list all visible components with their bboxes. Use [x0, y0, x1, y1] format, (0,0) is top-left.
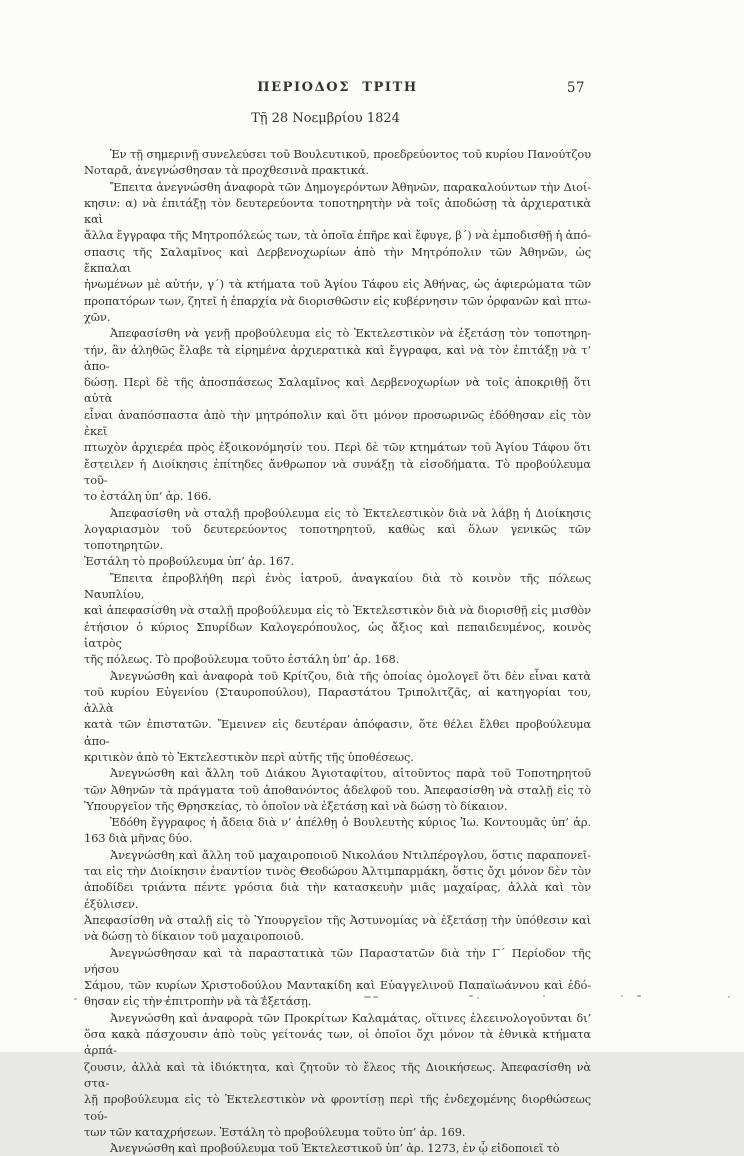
- text-line: σπασις τῆς Σαλαμῖνος καὶ Δερβενοχωρίων ἀπὸ τὴν Μητρόπολιν τῶν Ἀθηνῶν, ὡς ἔκπαλαι: [84, 244, 591, 276]
- text-line: Νοταρᾶ, ἀνεγνώσθησαν τὰ προχθεσινὰ πρακτικά.: [84, 163, 369, 178]
- scan-artifact: [373, 996, 378, 998]
- text-line: εἶναι ἀναπόσπαστα ἀπὸ τὴν μητρόπολιν καὶ ὅτι μόνον προσωρινῶς ἐδόθησαν εἰς τὸν ἐκεῖ: [84, 407, 591, 439]
- text-line: των τῶν καταχρήσεων. Ἐστάλη τὸ προβούλευμα τοῦτο ὑπ’ ἀρ. 169.: [84, 1124, 466, 1139]
- scan-artifact: [156, 1000, 160, 1002]
- session-date-heading: Τῇ 28 Νοεμβρίου 1824: [251, 111, 400, 126]
- text-line: Ἀνεγνώσθησαν καὶ τὰ παραστατικὰ τῶν Παραστατῶν διὰ τὴν Γ΄ Περίοδον τῆς νήσου: [84, 945, 591, 976]
- text-line: τῶν Ἀθηνῶν τὰ πράγματα τοῦ ἀποθανόντος ἀδελφοῦ του. Ἀπεφασίσθη νὰ σταλῇ εἰς τὸ: [84, 782, 591, 797]
- text-line: Ἐδόθη ἔγγραφος ἡ ἄδεια διὰ ν’ ἀπέλθῃ ὁ Βουλευτὴς κύριος Ἰω. Κοντουμᾶς ὑπ’ ἀρ.: [110, 815, 591, 830]
- paragraph: [84, 765, 591, 814]
- text-line: 163 διὰ μῆνας δύο.: [84, 831, 193, 846]
- running-head: ΠΕΡΙΟΔΟΣ ΤΡΙΤΗ: [257, 80, 418, 95]
- text-line: χῶν.: [84, 309, 111, 324]
- text-line: Ἀπεφασίσθη νὰ σταλῇ εἰς τὸ Ὑπουργεῖον τῆς Ἀστυνομίας νὰ ἐξετάσῃ τὴν ὑπόθεσιν καὶ: [84, 912, 591, 927]
- scan-artifact: [260, 997, 266, 999]
- text-line: κησιν: α) νὰ ἐπιτάξῃ τὸν δευτερεύοντα τοποτηρητὴν νὰ τοῖς ἀποδώσῃ τὰ ἀρχιερατικὰ καὶ: [84, 195, 591, 227]
- page-header: [84, 80, 591, 98]
- paragraph: [84, 668, 591, 766]
- text-line: Ἔπειτα ἐπροβλήθη περὶ ἑνὸς ἰατροῦ, ἀναγκαίου διὰ τὸ κοινὸν τῆς πόλεως Ναυπλίου,: [84, 570, 591, 602]
- text-line: κριτικὸν ἀπὸ τὸ Ἐκτελεστικὸν περὶ αὐτῆς τῆς ὑποθέσεως.: [84, 749, 414, 764]
- text-line: ἀποδίδει τριάντα πέντε γρόσια διὰ τὴν κατασκευὴν μιᾶς μαχαίρας, ἀλλὰ καὶ τὸν ἐξύλισεν.: [84, 880, 591, 911]
- text-line: τῆς πόλεως. Τὸ προβούλευμα τοῦτο ἐστάλη ὑπ’ ἀρ. 168.: [84, 652, 400, 667]
- text-line: καὶ ἀπεφασίσθη νὰ σταλῇ προβούλευμα εἰς τὸ Ἐκτελεστικὸν διὰ νὰ διορισθῇ εἰς μισθὸν: [84, 603, 591, 618]
- text-line: Ἀνεγνώσθη καὶ ἄλλη τοῦ μαχαιροποιοῦ Νικολάου Ντιλπέρογλου, ὅστις παραπονεῖ-: [110, 847, 591, 862]
- text-line: ζουσιν, ἀλλὰ καὶ τὰ ἰδιόκτητα, καὶ ζητοῦν τὸ ἔλεος τῆς Διοικήσεως. Ἀπεφασίσθη νὰ στα-: [84, 1059, 591, 1090]
- paragraph: [84, 179, 591, 326]
- scan-artifact: [74, 998, 77, 1000]
- text-line: λογαριασμὸν τοῦ δευτερεύοντος τοποτηρητοῦ, καθὼς καὶ ὅλων γενικῶς τῶν τοποτηρητῶν.: [84, 521, 591, 553]
- text-line: ὅσα κακὰ πάσχουσιν ἀπὸ τοὺς γείτονάς των, οἱ ὁποῖοι ὄχι μόνον τὰ ἐθνικὰ κτήματα ἁρπά-: [84, 1027, 591, 1058]
- scan-artifact: [543, 995, 545, 997]
- paragraph: [84, 814, 591, 847]
- text-line: προπατόρων των, ζητεῖ ἡ ἐπαρχία νὰ διορισθῶσιν εἰς κυβέρνησιν τῶν ὀρφανῶν καὶ πτω-: [84, 293, 591, 308]
- scan-artifact: [364, 996, 371, 998]
- text-line: το ἐστάλη ὑπ’ ἀρ. 166.: [84, 489, 212, 504]
- text-line: ἔστειλεν ἡ Διοίκησις ἐπίτηδες ἄνθρωπον νὰ συνάξῃ τὰ εἰσοδήματα. Τὸ προβούλευμα τοῦ-: [84, 456, 591, 487]
- text-line: τήν, ἂν ἀληθῶς ἔλαβε τὰ εἰρημένα ἀρχιερατικὰ καὶ ἔγγραφα, καὶ νὰ τὸν ἐπιτάξῃ νὰ τ’ ἀπο-: [84, 342, 591, 373]
- text-line: Ἀνεγνώσθη καὶ ἀναφορὰ τῶν Προκρίτων Καλαμάτας, οἵτινες ἐλεεινολογοῦνται δι’: [110, 1010, 591, 1025]
- paragraph: [84, 505, 591, 570]
- text-line: κατὰ τῶν ἐπιστατῶν. Ἔμεινεν εἰς δευτέραν ἀπόφασιν, ὅτε θέλει ἔλθει προβούλευμα ἀπο-: [84, 717, 591, 748]
- text-line: πτωχὸν ἀρχιερέα πρὸς ἐξοικονόμησίν του. Περὶ δὲ τῶν κτημάτων τοῦ Ἁγίου Τάφου ὅτι: [84, 440, 591, 455]
- paragraph: [84, 1140, 591, 1156]
- text-line: Ἀνεγνώσθη καὶ ἀναφορὰ τοῦ Κρίτζου, διὰ τῆς ὁποίας ὁμολογεῖ ὅτι δὲν εἶναι κατὰ: [110, 668, 591, 683]
- text-line: Ἐστάλη τὸ προβούλευμα ὑπ’ ἀρ. 167.: [84, 554, 294, 569]
- scan-artifact: [621, 995, 623, 997]
- text-line: δώσῃ. Περὶ δὲ τῆς ἀποσπάσεως Σαλαμῖνος καὶ Δερβενοχωρίων νὰ τοῖς ἀποκριθῇ ὅτι αὐτὰ: [84, 375, 591, 406]
- scan-artifact: [164, 1000, 169, 1002]
- scan-artifact: [469, 995, 473, 997]
- paragraph: [84, 325, 591, 504]
- scan-artifact: [477, 997, 479, 999]
- text-line: ται εἰς τὴν Διοίκησιν ἐναντίον τινὸς Θεοδώρου Ἀλτιμπαρμάκη, ὅστις ὄχι μόνον δὲν τὸν: [84, 864, 591, 879]
- text-line: νὰ δώσῃ τὸ δίκαιον τοῦ μαχαιροποιοῦ.: [84, 929, 304, 944]
- paragraph: [84, 1010, 591, 1140]
- document-body: [84, 146, 591, 1156]
- scan-artifact: [728, 996, 730, 998]
- text-line: ἐτήσιον ὁ κύριος Σπυρίδων Καλογερόπουλος, ὡς ἄξιος καὶ πεπαιδευμένος, κοινὸς ἰατρὸς: [84, 619, 591, 650]
- text-line: ἡνωμένων μὲ αὐτήν, γ΄) τὰ κτήματα τοῦ Ἁγίου Τάφου εἰς Ἀθήνας, ὡς ἀφιερώματα τῶν: [84, 277, 591, 292]
- text-line: Ἀνεγνώσθη καὶ ἄλλη τοῦ Διάκου Ἁγιοταφίτου, αἰτοῦντος παρὰ τοῦ Τοποτηρητοῦ: [110, 766, 591, 781]
- text-line: λῇ προβούλευμα εἰς τὸ Ἐκτελεστικὸν νὰ φροντίσῃ περὶ τῆς ἐνδεχομένης διορθώσεως τού-: [84, 1092, 591, 1123]
- text-line: Ἀνεγνώσθη καὶ προβούλευμα τοῦ Ἐκτελεστικοῦ ὑπ’ ἀρ. 1273, ἐν ᾧ εἰδοποιεῖ τὸ: [110, 1141, 560, 1156]
- scan-artifact: [637, 995, 641, 997]
- text-line: Σάμου, τῶν κυρίων Χριστοδούλου Μαντακίδη καὶ Εὐαγγελινοῦ Παπαϊωάννου καὶ ἐδό-: [84, 978, 591, 993]
- paragraph: [84, 847, 591, 945]
- text-line: Ἀπεφασίσθη νὰ σταλῇ προβούλευμα εἰς τὸ Ἐκτελεστικὸν διὰ νὰ λάβῃ ἡ Διοίκησις: [110, 505, 591, 520]
- page-number: 57: [566, 80, 585, 96]
- text-line: Ὑπουργεῖον τῆς Θρησκείας, τὸ ὁποῖον νὰ ἐξετάσῃ καὶ νὰ δώσῃ τὸ δίκαιον.: [84, 798, 508, 813]
- text-line: ἄλλα ἔγγραφα τῆς Μητροπόλεώς των, τὰ ὁποῖα ἐπῆρε καὶ ἔφυγε, β΄) νὰ ἐμποδισθῇ ἡ ἀπό-: [84, 228, 591, 243]
- text-line: τοῦ κυρίου Εὐγενίου (Σταυροπούλου), Παραστάτου Τριπολιτζᾶς, αἱ κατηγορίαι του, ἀλλὰ: [84, 684, 591, 716]
- text-line: Ἀπεφασίσθη νὰ γενῇ προβούλευμα εἰς τὸ Ἐκτελεστικὸν νὰ ἐξετάσῃ τὸν τοποτηρη-: [110, 326, 591, 341]
- paragraph: [84, 945, 591, 1010]
- text-line: Ἔπειτα ἀνεγνώσθη ἀναφορὰ τῶν Δημογερόντων Ἀθηνῶν, παρακαλούντων τὴν Διοί-: [110, 179, 591, 194]
- paragraph: [84, 570, 591, 668]
- text-line: θησαν εἰς τὴν ἐπιτροπὴν νὰ τὰ ἐξετάσῃ.: [84, 994, 312, 1009]
- text-line: Ἐν τῇ σημερινῇ συνελεύσει τοῦ Βουλευτικοῦ, προεδρεύοντος τοῦ κυρίου Πανούτζου: [110, 147, 591, 161]
- paragraph: [84, 146, 591, 179]
